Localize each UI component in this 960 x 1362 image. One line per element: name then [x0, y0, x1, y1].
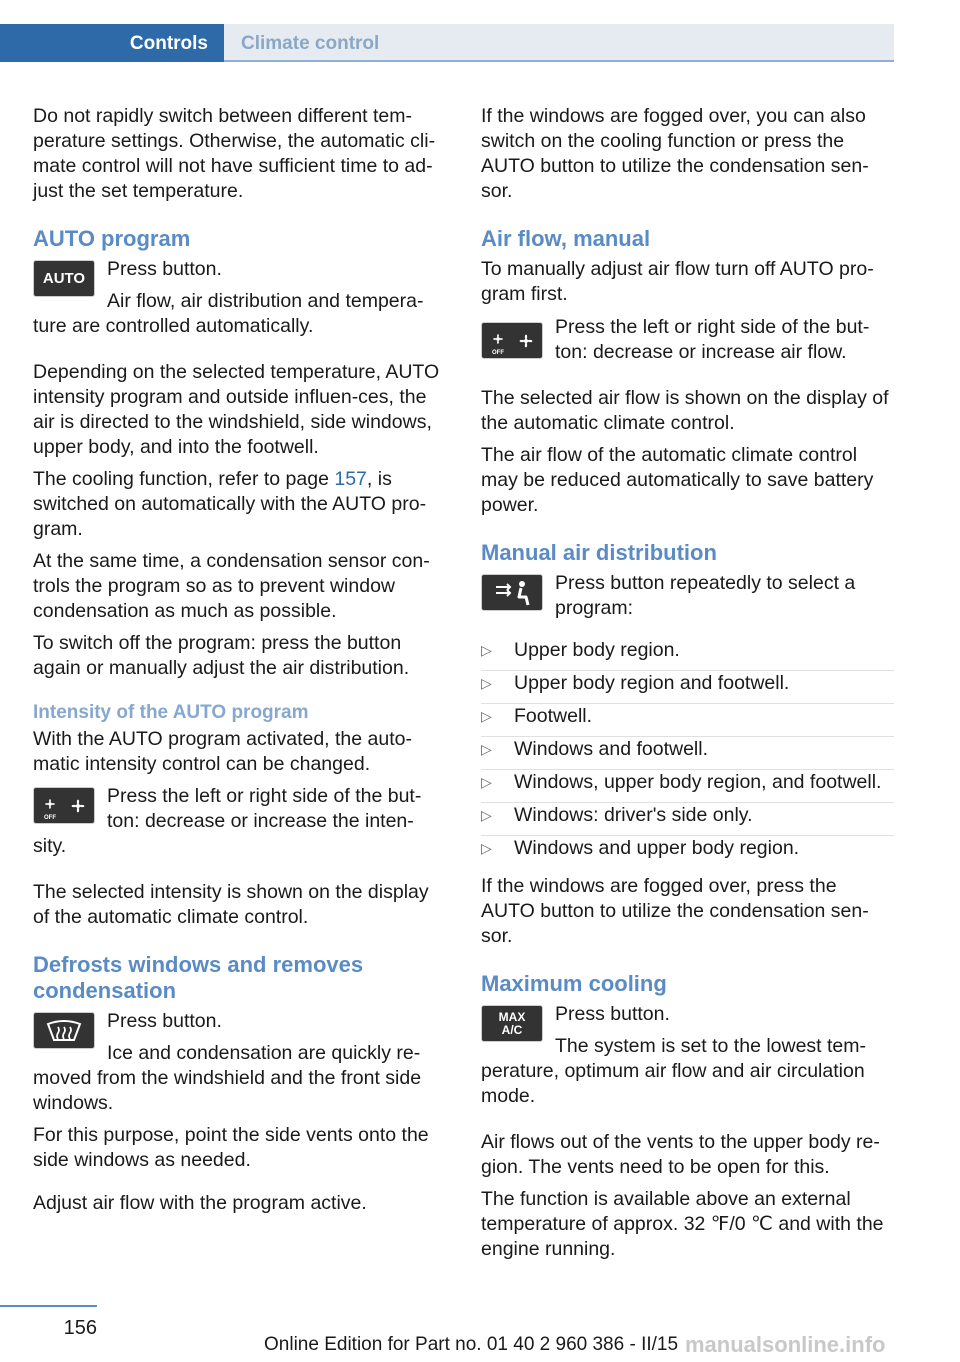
list-item-text: Windows, upper body region, and footwell.: [514, 771, 882, 793]
list-item-text: Windows and upper body region.: [514, 837, 800, 859]
cooling-text-pre: The cooling function, refer to page: [33, 468, 335, 490]
triangle-icon: ▷: [481, 642, 492, 658]
distribution-fogged-text: If the windows are fogged over, press the AUTO button to utilize the condensation sen‐sor.: [481, 875, 869, 947]
triangle-icon: ▷: [481, 807, 492, 823]
maxcool-press-text: Press button.: [555, 1003, 670, 1025]
intensity-press-text: Press the left or right side of the but‐ton: decrease or increase the inten‐sity.: [33, 785, 422, 857]
list-item: [481, 704, 894, 737]
list-item: [481, 836, 894, 868]
airflow-battery-text: The air flow of the automatic climate control may be reduced automatically to save battery power.: [481, 444, 874, 516]
distribution-button-icon: [481, 574, 543, 611]
airflow-display-text: The selected air flow is shown on the display of the automatic climate control.: [481, 387, 889, 434]
max-ac-button-icon: [481, 1005, 543, 1042]
auto-description: Air flow, air distribution and tempera‐ture are controlled automatically.: [33, 290, 424, 337]
chapter-tab[interactable]: Climate control: [224, 24, 894, 62]
defrost-vents-text: For this purpose, point the side vents onto the side windows as needed.: [33, 1124, 429, 1171]
maxcool-heading: Maximum cooling: [481, 971, 667, 996]
fan-left-icon: [45, 799, 55, 809]
max-ac-label: [499, 1011, 526, 1037]
list-item-text: Upper body region and footwell.: [514, 672, 790, 694]
defrost-adjust-text: Adjust air flow with the program active.: [33, 1192, 367, 1214]
auto-button-label: AUTO: [42, 270, 86, 287]
windshield-defrost-icon: [44, 1018, 84, 1044]
list-item: [481, 803, 894, 836]
distribution-heading: Manual air distribution: [481, 540, 717, 565]
list-item-text: Footwell.: [514, 705, 593, 727]
list-item: [481, 770, 894, 803]
airflow-button-icon: [481, 322, 543, 359]
left-column: [33, 104, 446, 1223]
list-item-text: Upper body region.: [514, 639, 680, 661]
distribution-intro: Press button repeatedly to select a program:: [555, 572, 856, 619]
list-item: [481, 671, 894, 704]
header-rule: [224, 60, 894, 62]
auto-press-text: Press button.: [107, 258, 222, 280]
watermark: manualsonline.info: [685, 1332, 886, 1357]
triangle-icon: ▷: [481, 840, 492, 856]
intensity-heading: Intensity of the AUTO program: [33, 702, 309, 723]
air-distribution-icon: [492, 579, 532, 607]
fan-icon: [484, 326, 540, 356]
triangle-icon: ▷: [481, 741, 492, 757]
list-item: [481, 638, 894, 671]
section-tab[interactable]: Controls: [0, 24, 224, 62]
list-item: [481, 737, 894, 770]
intensity-display-text: The selected intensity is shown on the display of the automatic climate control.: [33, 881, 429, 928]
defrost-press-text: Press button.: [107, 1010, 222, 1032]
triangle-icon: ▷: [481, 675, 492, 691]
triangle-icon: ▷: [481, 708, 492, 724]
distribution-list: [481, 638, 894, 868]
page-header: [0, 0, 960, 62]
intro-paragraph: Do not rapidly switch between different tem‐perature settings. Otherwise, the automatic cli‐mate control will not have sufficient time to ad‐just the set temperature.: [33, 105, 436, 202]
max-label: MAX: [498, 1009, 526, 1024]
auto-program-heading: AUTO program: [33, 226, 191, 251]
auto-cooling-text: [33, 467, 446, 542]
maxcool-description: The system is set to the lowest tem‐perature, optimum air flow and air circulation mode.: [481, 1035, 867, 1107]
fan-off-label: OFF: [492, 349, 504, 356]
fan-off-label: OFF: [44, 814, 56, 821]
page-number: 156: [63, 1317, 97, 1339]
list-item-text: Windows and footwell.: [514, 738, 709, 760]
auto-switch-off-text: To switch off the program: press the button again or manually adjust the air distribution.: [33, 632, 410, 679]
fan-right-icon: [72, 799, 85, 812]
ac-label: A/C: [501, 1022, 523, 1037]
intensity-intro: With the AUTO program activated, the auto‐matic intensity control can be changed.: [33, 728, 412, 775]
airflow-press-text: Press the left or right side of the but‐ton: decrease or increase air flow.: [555, 316, 870, 363]
list-item-text: Windows: driver's side only.: [514, 804, 753, 826]
defrost-button-icon: [33, 1012, 95, 1049]
defrost-description: Ice and condensation are quickly re‐moved from the windshield and the front side windows.: [33, 1042, 422, 1114]
defrost-heading: Defrosts windows and removes condensation: [33, 952, 364, 1003]
airflow-heading: Air flow, manual: [481, 226, 651, 251]
edition-text: Online Edition for Part no. 01 40 2 960 386 - II/15: [264, 1334, 679, 1355]
maxcool-vents-text: Air flows out of the vents to the upper body re‐gion. The vents need to be open for this.: [481, 1131, 880, 1178]
right-column: [481, 104, 894, 1269]
auto-button-icon: [33, 260, 95, 297]
fan-button-icon: [33, 787, 95, 824]
airflow-intro: To manually adjust air flow turn off AUTO pro‐gram first.: [481, 258, 874, 305]
footer-rule: [0, 1305, 97, 1307]
auto-air-direction-text: Depending on the selected temperature, AUTO intensity program and outside influen‐ces, the air is directed to the windshield, side windows, upper body, and into the footwell.: [33, 361, 440, 458]
maxcool-availability-text: The function is available above an external temperature of approx. 32 ℉/0 ℃ and with the engine running.: [481, 1188, 884, 1260]
fogged-intro: If the windows are fogged over, you can also switch on the cooling function or press the AUTO button to utilize the condensation sen‐sor.: [481, 105, 869, 202]
page-157-link[interactable]: 157: [334, 468, 367, 490]
auto-condensation-text: At the same time, a condensation sensor con‐trols the program so as to prevent window condensation as much as possible.: [33, 550, 430, 622]
cooling-text-post: , is switched on automatically with the AUTO pro‐gram.: [33, 468, 427, 540]
fan-icon: [36, 791, 92, 821]
triangle-icon: ▷: [481, 774, 492, 790]
